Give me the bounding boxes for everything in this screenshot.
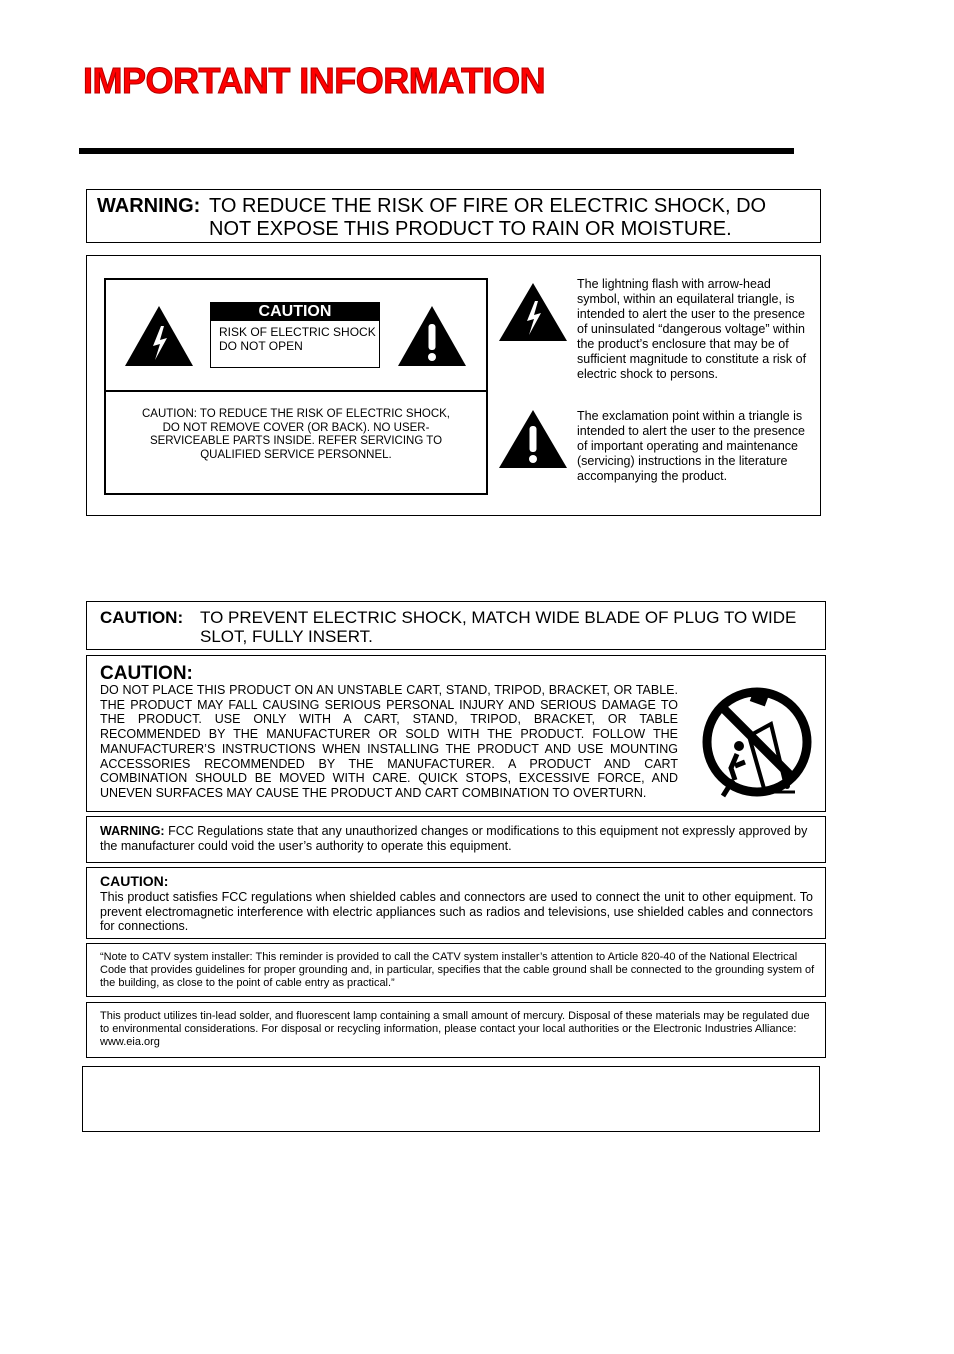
caution-fcc-box (86, 867, 826, 939)
warning-label: WARNING: (97, 195, 201, 217)
lightning-triangle-icon (123, 304, 195, 368)
caution-panel (104, 278, 488, 495)
caution-cart-text: DO NOT PLACE THIS PRODUCT ON AN UNSTABLE CART, STAND, TRIPOD, BRACKET, OR TABLE. THE PRODUCT MAY FALL CAUSING SERIOUS PERSONAL INJURY AND SERIOUS DAMAGE TO THE PRODUCT. USE ONLY WITH A CART, STAND, TRIPOD, BRACKET, OR TABLE RECOMMENDED BY THE MANUFACTURER OR SOLD WITH THE PRODUCT. FOLLOW THE MANUFACTURER’S INSTRUCTIONS WHEN INSTALLING THE PRODUCT AND USE MOUNTING ACCESSORIES RECOMMENDED BY THE MANUFACTURER. A PRODUCT AND CART COMBINATION SHOULD BE MOVED WITH CARE. QUICK STOPS, EXCESSIVE FORCE, AND UNEVEN SURFACES MAY CAUSE THE PRODUCT AND CART COMBINATION TO OVERTURN. (100, 683, 678, 800)
caution-label-line1: RISK OF ELECTRIC SHOCK (219, 325, 376, 339)
caution-plug-box (86, 601, 826, 650)
lightning-description: The lightning flash with arrow-head symbol, within an equilateral triangle, is intended to alert the user to the presence of uninsulated “dangerous voltage” within the product’s enclosure that may be of sufficient magnitude to constitute a risk of electric shock to persons. (577, 277, 807, 381)
warning-text: TO REDUCE THE RISK OF FIRE OR ELECTRIC SHOCK, DO NOT EXPOSE THIS PRODUCT TO RAIN OR MOISTURE. (209, 195, 767, 240)
exclamation-description: The exclamation point within a triangle is intended to alert the user to the presence of important operating and maintenance (servicing) instructions in the literature accompanying the product. (577, 409, 805, 483)
cart-tip-over-icon (699, 686, 815, 802)
warning-fcc-box (86, 816, 826, 863)
catv-note-text: “Note to CATV system installer: This reminder is provided to call the CATV system installer’s attention to Article 820-40 of the National Electrical Code that provides guidelines for proper grounding and, in particular, specifies that the cable ground shall be connected to the grounding system of the building, as close to the point of cable entry as practical.” (100, 951, 815, 989)
lightning-triangle-icon (497, 281, 569, 343)
caution-cart-label: CAUTION: (100, 663, 193, 684)
panel-divider (106, 390, 486, 392)
blank-notice-box (82, 1066, 820, 1132)
caution-plug-text: TO PREVENT ELECTRIC SHOCK, MATCH WIDE BLADE OF PLUG TO WIDE SLOT, FULLY INSERT. (200, 608, 797, 646)
caution-panel-text: CAUTION: TO REDUCE THE RISK OF ELECTRIC SHOCK, DO NOT REMOVE COVER (OR BACK). NO USER-SERVICEABLE PARTS INSIDE. REFER SERVICING TO QUALIFIED SERVICE PERSONNEL. (142, 408, 450, 461)
caution-label-box (210, 302, 380, 368)
catv-note-box (86, 943, 826, 997)
exclamation-triangle-icon (396, 304, 468, 368)
page-title: IMPORTANT INFORMATION (83, 60, 546, 101)
caution-label-line2: DO NOT OPEN (219, 339, 303, 353)
warning-moisture-box (86, 189, 821, 243)
mercury-note-text: This product utilizes tin-lead solder, and fluorescent lamp containing a small amount of mercury. Disposal of these materials may be regulated due to environmental considerations. For disposal or recycling information, please contact your local authorities or the Electronic Industries Alliance: www.eia.org (100, 1010, 810, 1048)
caution-fcc-text: This product satisfies FCC regulations when shielded cables and connectors are used to connect the unit to other equipment. To prevent electromagnetic interference with electric appliances such as radios and televisions, use shielded cables and connectors for connections. (100, 890, 813, 934)
caution-label-heading: CAUTION (211, 303, 379, 321)
warning-fcc-text: FCC Regulations state that any unauthorized changes or modifications to this equipment not expressly approved by the manufacturer could void the user’s authority to operate this equipment. (100, 824, 808, 853)
mercury-note-box (86, 1002, 826, 1058)
caution-cart-box (86, 655, 826, 812)
warning-fcc-label: WARNING: (100, 824, 165, 838)
exclamation-triangle-icon (497, 408, 569, 470)
title-rule (79, 148, 794, 154)
caution-plug-label: CAUTION: (100, 608, 184, 627)
caution-fcc-label: CAUTION: (100, 873, 169, 889)
safety-symbols-box (86, 255, 821, 516)
